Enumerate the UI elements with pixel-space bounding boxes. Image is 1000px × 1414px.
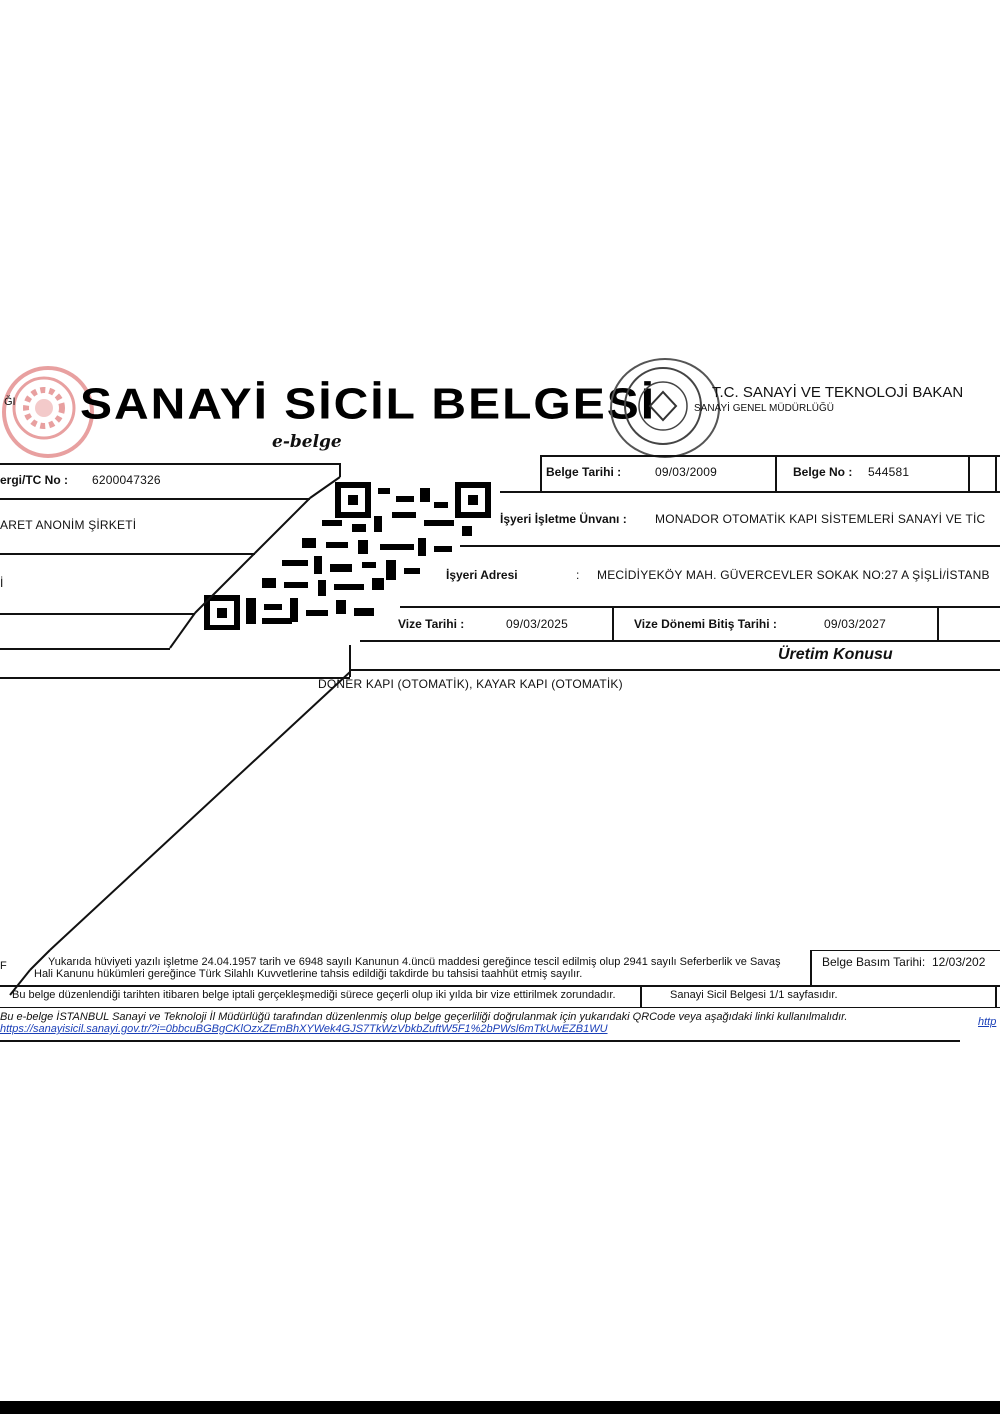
table-rule	[937, 606, 939, 640]
table-rule	[995, 455, 997, 491]
belge-no-label: Belge No :	[793, 465, 853, 479]
ministry-name: T.C. SANAYİ VE TEKNOLOJİ BAKAN	[712, 384, 964, 401]
isyeri-unvan-value: MONADOR OTOMATİK KAPI SİSTEMLERİ SANAYİ VE TİC	[655, 512, 986, 526]
belge-tarihi-label: Belge Tarihi :	[546, 465, 622, 479]
footer-rule	[810, 950, 812, 985]
document-title: SANAYİ SİCİL BELGESİ	[80, 380, 657, 429]
vize-bitis-value: 09/03/2027	[824, 617, 887, 631]
vize-tarihi-value: 09/03/2025	[506, 617, 569, 631]
footer-note-line2: Hali Kanunu hükümleri gereğince Türk Silahlı Kuvvetlerine tahsis edildiği takdirde bu tahsisi taahhüt etmiş sayılır.	[34, 968, 583, 980]
verify-note: Bu e-belge İSTANBUL Sanayi ve Teknoloji İl Müdürlüğü tarafından düzenlenmiş olup belge geçerliliği doğrulanmak için yukarıdaki QRCode veya aşağıdaki linki kullanılmalıdır.	[0, 1011, 848, 1023]
footer-rule	[0, 985, 1000, 987]
basim-tarihi-value: 12/03/202	[932, 955, 986, 969]
table-rule	[460, 545, 1000, 547]
e-belge-label: e-belge	[272, 432, 342, 452]
footer-rule	[0, 1007, 1000, 1008]
directorate-name: SANAYİ GENEL MÜDÜRLÜĞÜ	[694, 403, 835, 414]
footer-left-mark: F	[0, 960, 7, 972]
table-rule	[968, 455, 970, 491]
belge-no-value: 544581	[868, 465, 910, 479]
isyeri-adres-value: MECİDİYEKÖY MAH. GÜVERCEVLER SOKAK NO:27 A ŞİŞLİ/İSTANB	[597, 568, 990, 582]
table-rule	[350, 669, 1000, 671]
vergi-tc-label: ergi/TC No :	[0, 473, 68, 487]
vize-note: Bu belge düzenlendiği tarihten itibaren belge iptali gerçekleşmediği sürece geçerli olup iki yılda bir vize ettirilmek zorundadır.	[12, 989, 616, 1001]
page-bottom-bar	[0, 1401, 1000, 1414]
uretim-konusu-label: Üretim Konusu	[778, 646, 893, 663]
vergi-tc-value: 6200047326	[92, 473, 161, 487]
table-rule	[540, 455, 542, 491]
sayi-note: Sanayi Sicil Belgesi 1/1 sayfasıdır.	[670, 989, 838, 1001]
table-rule	[612, 606, 614, 640]
isyeri-adres-label: İşyeri Adresi	[446, 568, 518, 582]
isyeri-unvan-label: İşyeri İşletme Ünvanı :	[500, 512, 627, 526]
verify-link-fragment[interactable]: http	[978, 1016, 997, 1028]
firm-name-value: ARET ANONİM ŞİRKETİ	[0, 518, 137, 532]
footer-note-line1: Yukarıda hüviyeti yazılı işletme 24.04.1957 tarih ve 6948 sayılı Kanunun 4.üncü maddesi gereğince tescil edilmiş olup 2941 sayılı Seferberlik ve Savaş	[48, 956, 781, 968]
header-left-fragment: ĞI	[4, 396, 16, 408]
footer-rule	[640, 985, 642, 1007]
table-rule	[360, 640, 1000, 642]
basim-tarihi-label: Belge Basım Tarihi:	[822, 955, 926, 969]
vize-bitis-label: Vize Dönemi Bitiş Tarihi :	[634, 617, 777, 631]
footer-rule	[995, 985, 997, 1007]
table-rule	[500, 491, 1000, 493]
verify-link[interactable]: https://sanayisicil.sanayi.gov.tr/?i=0bbcuBGBgCKlOzxZEmBhXYWek4GJS7TkWzVbkbZuftW5F1%2bPWsl6mTkUwEZB1WU	[0, 1023, 608, 1035]
table-rule	[540, 455, 1000, 457]
vize-tarihi-label: Vize Tarihi :	[398, 617, 465, 631]
table-rule	[775, 455, 777, 491]
table-rule	[400, 606, 1000, 608]
footer-rule	[810, 950, 1000, 951]
table-diagonal	[0, 455, 360, 685]
footer-rule	[0, 1040, 960, 1042]
isyeri-adres-sep: :	[576, 568, 580, 582]
firm-extra-value: İ	[0, 576, 4, 590]
belge-tarihi-value: 09/03/2009	[655, 465, 718, 479]
uretim-konusu-value: DÖNER KAPI (OTOMATİK), KAYAR KAPI (OTOMATİK)	[318, 677, 623, 691]
